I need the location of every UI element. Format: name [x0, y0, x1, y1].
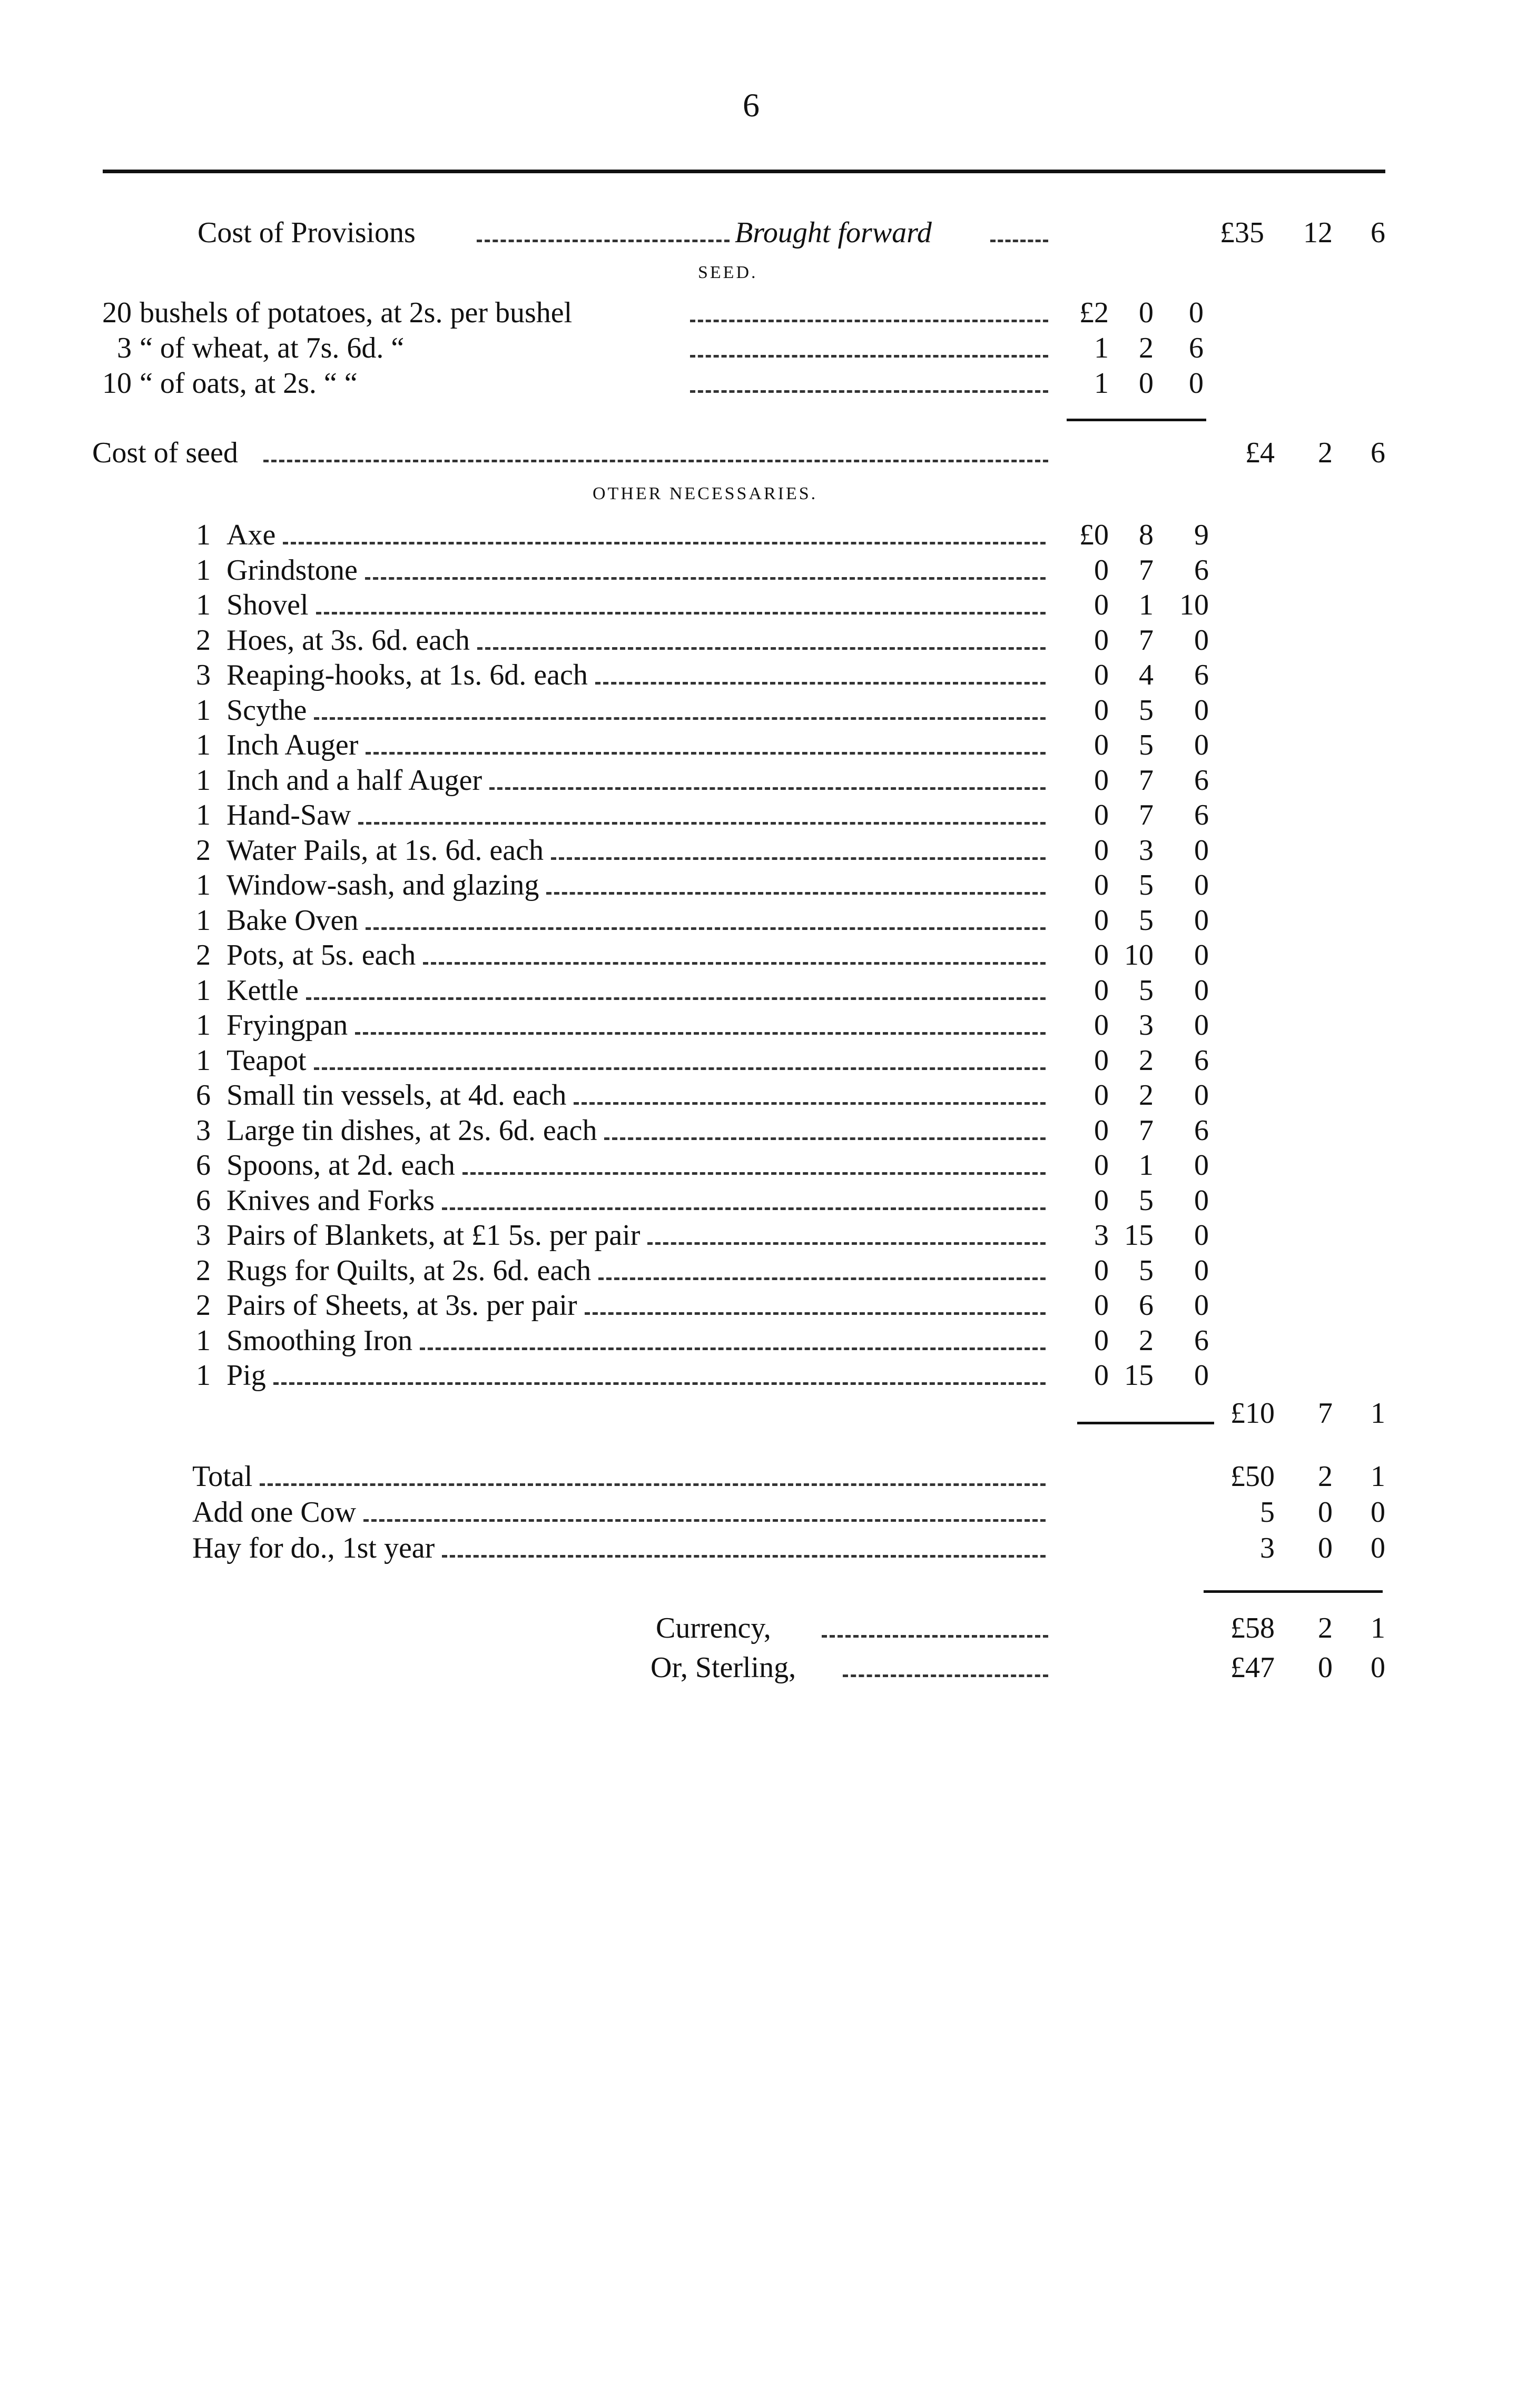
- necessary-pence: 0: [1194, 624, 1209, 657]
- currency-pence: 1: [1371, 1612, 1385, 1644]
- header-rule: [103, 170, 1385, 173]
- necessary-desc: Knives and Forks: [226, 1184, 435, 1217]
- seed-desc: “ of wheat, at 7s. 6d. “: [140, 332, 405, 364]
- summary-pence: 0: [1371, 1496, 1385, 1529]
- necessary-desc: Small tin vessels, at 4d. each: [226, 1079, 567, 1112]
- sterling-pounds: £47: [1230, 1651, 1275, 1684]
- necessary-shillings: 15: [1124, 1359, 1154, 1392]
- necessary-pence: 6: [1194, 659, 1209, 691]
- summary-shillings: 2: [1318, 1460, 1333, 1493]
- necessary-desc: Pig: [226, 1359, 266, 1392]
- necessary-pence: 6: [1194, 764, 1209, 797]
- necessary-qty: 1: [196, 519, 211, 551]
- necessary-shillings: 5: [1139, 1184, 1154, 1217]
- necessary-pounds: 0: [1094, 834, 1109, 867]
- necessary-pounds: 0: [1094, 799, 1109, 831]
- seed-heading: SEED.: [698, 263, 758, 282]
- necessary-desc: Pairs of Sheets, at 3s. per pair: [226, 1289, 577, 1322]
- necessary-pence: 0: [1194, 1009, 1209, 1042]
- leader-dots: [314, 1067, 1046, 1070]
- necessary-qty: 2: [196, 939, 211, 972]
- necessary-shillings: 7: [1139, 624, 1154, 657]
- seed-qty: 20: [102, 296, 132, 329]
- leader-dots: [442, 1207, 1046, 1210]
- leader-dots: [366, 927, 1046, 930]
- leader-dots: [260, 1483, 1046, 1486]
- necessary-shillings: 5: [1139, 974, 1154, 1007]
- leader-dots: [477, 647, 1046, 650]
- necessary-pence: 0: [1194, 1184, 1209, 1217]
- necessary-desc: Pairs of Blankets, at £1 5s. per pair: [226, 1219, 641, 1252]
- summary-pence: 1: [1371, 1460, 1385, 1493]
- necessary-qty: 6: [196, 1149, 211, 1182]
- necessary-pence: 0: [1194, 694, 1209, 727]
- summary-shillings: 0: [1318, 1532, 1333, 1564]
- currency-pounds: £58: [1230, 1612, 1275, 1644]
- necessary-desc: Rugs for Quilts, at 2s. 6d. each: [226, 1254, 592, 1287]
- necessary-qty: 3: [196, 1114, 211, 1147]
- currency-shillings: 2: [1318, 1612, 1333, 1644]
- seed-pounds: £2: [1079, 296, 1109, 329]
- necessary-pounds: 0: [1094, 1289, 1109, 1322]
- leader-dots: [366, 752, 1046, 755]
- necessary-pounds: 0: [1094, 694, 1109, 727]
- necessary-qty: 2: [196, 624, 211, 657]
- leader-dots: [595, 682, 1046, 685]
- necessary-desc: Grindstone: [226, 554, 358, 587]
- page-number: 6: [743, 86, 760, 124]
- necessary-desc: Spoons, at 2d. each: [226, 1149, 455, 1182]
- necessary-qty: 1: [196, 1359, 211, 1392]
- necessary-shillings: 1: [1139, 589, 1154, 621]
- leader-dots: [423, 962, 1046, 965]
- necessary-qty: 3: [196, 659, 211, 691]
- seed-cost-shillings: 2: [1318, 437, 1333, 469]
- necessary-qty: 1: [196, 1324, 211, 1357]
- leader-dots: [585, 1312, 1046, 1315]
- necessary-shillings: 6: [1139, 1289, 1154, 1322]
- necessary-qty: 3: [196, 1219, 211, 1252]
- necessaries-heading: OTHER NECESSARIES.: [593, 484, 818, 503]
- leader-dots: [546, 892, 1046, 895]
- necessary-pounds: 0: [1094, 1009, 1109, 1042]
- necessary-qty: 1: [196, 764, 211, 797]
- summary-pounds: 5: [1260, 1496, 1275, 1529]
- leader-dots: [263, 460, 1048, 462]
- brought-forward-label: Brought forward: [735, 216, 932, 249]
- necessary-pounds: 0: [1094, 974, 1109, 1007]
- necessaries-subtotal-pounds: £10: [1230, 1397, 1275, 1430]
- necessary-shillings: 2: [1139, 1324, 1154, 1357]
- summary-pounds: 3: [1260, 1532, 1275, 1564]
- necessary-qty: 6: [196, 1184, 211, 1217]
- necessary-pence: 0: [1194, 904, 1209, 937]
- necessary-desc: Hoes, at 3s. 6d. each: [226, 624, 470, 657]
- necessary-qty: 2: [196, 1254, 211, 1287]
- provisions-pounds: £35: [1220, 216, 1264, 249]
- necessary-shillings: 3: [1139, 1009, 1154, 1042]
- summary-label: Add one Cow: [192, 1496, 357, 1529]
- necessary-qty: 1: [196, 1044, 211, 1077]
- leader-dots: [489, 787, 1046, 790]
- necessary-pounds: 0: [1094, 1254, 1109, 1287]
- leader-dots: [843, 1674, 1048, 1677]
- sterling-shillings: 0: [1318, 1651, 1333, 1684]
- leader-dots: [363, 1519, 1046, 1522]
- seed-cost-pence: 6: [1371, 437, 1385, 469]
- leader-dots: [314, 717, 1046, 720]
- necessary-pence: 0: [1194, 869, 1209, 901]
- necessary-shillings: 2: [1139, 1044, 1154, 1077]
- seed-qty: 3: [117, 332, 132, 364]
- necessary-shillings: 8: [1139, 519, 1154, 551]
- necessary-shillings: 2: [1139, 1079, 1154, 1112]
- provisions-label: Cost of Provisions: [198, 216, 416, 249]
- necessary-desc: Scythe: [226, 694, 307, 727]
- necessary-shillings: 3: [1139, 834, 1154, 867]
- necessary-qty: 1: [196, 729, 211, 761]
- seed-cost-pounds: £4: [1245, 437, 1275, 469]
- necessary-qty: 6: [196, 1079, 211, 1112]
- necessary-shillings: 5: [1139, 904, 1154, 937]
- necessaries-subtotal-shillings: 7: [1318, 1397, 1333, 1430]
- necessary-pence: 10: [1179, 589, 1209, 621]
- necessary-pence: 0: [1194, 1359, 1209, 1392]
- necessary-desc: Inch Auger: [226, 729, 359, 761]
- necessary-qty: 1: [196, 694, 211, 727]
- currency-label: Currency,: [656, 1612, 771, 1644]
- leader-dots: [822, 1635, 1048, 1638]
- necessary-pence: 6: [1194, 1044, 1209, 1077]
- sterling-pence: 0: [1371, 1651, 1385, 1684]
- leader-dots: [647, 1242, 1046, 1245]
- necessary-qty: 1: [196, 1009, 211, 1042]
- leader-dots: [690, 355, 1048, 358]
- leader-dots: [598, 1277, 1046, 1280]
- necessary-pence: 0: [1194, 939, 1209, 972]
- necessary-shillings: 7: [1139, 554, 1154, 587]
- necessary-pounds: 0: [1094, 1044, 1109, 1077]
- necessary-pounds: £0: [1079, 519, 1109, 551]
- seed-pence: 6: [1189, 332, 1204, 364]
- necessary-shillings: 5: [1139, 1254, 1154, 1287]
- leader-dots: [574, 1102, 1046, 1105]
- necessary-pence: 6: [1194, 1324, 1209, 1357]
- necessary-qty: 2: [196, 834, 211, 867]
- necessary-desc: Large tin dishes, at 2s. 6d. each: [226, 1114, 597, 1147]
- necessary-pounds: 0: [1094, 624, 1109, 657]
- leader-dots: [358, 822, 1046, 825]
- necessary-shillings: 4: [1139, 659, 1154, 691]
- necessary-desc: Inch and a half Auger: [226, 764, 482, 797]
- necessary-desc: Hand-Saw: [226, 799, 351, 831]
- necessary-pounds: 0: [1094, 729, 1109, 761]
- necessary-desc: Shovel: [226, 589, 309, 621]
- provisions-pence: 6: [1371, 216, 1385, 249]
- cost-of-seed-label: Cost of seed: [92, 437, 238, 469]
- leader-dots: [316, 612, 1046, 615]
- necessary-qty: 2: [196, 1289, 211, 1322]
- necessary-desc: Teapot: [226, 1044, 307, 1077]
- seed-shillings: 0: [1139, 367, 1154, 400]
- seed-desc: “ of oats, at 2s. “ “: [140, 367, 358, 400]
- seed-pence: 0: [1189, 296, 1204, 329]
- necessary-qty: 1: [196, 904, 211, 937]
- necessary-pence: 6: [1194, 1114, 1209, 1147]
- necessary-pence: 0: [1194, 1079, 1209, 1112]
- necessaries-subtotal-pence: 1: [1371, 1397, 1385, 1430]
- provisions-shillings: 12: [1303, 216, 1333, 249]
- leader-dots: [442, 1555, 1046, 1558]
- seed-pounds: 1: [1094, 332, 1109, 364]
- necessary-desc: Bake Oven: [226, 904, 359, 937]
- necessary-shillings: 7: [1139, 799, 1154, 831]
- leader-dots: [462, 1172, 1046, 1175]
- leader-dots: [690, 390, 1048, 393]
- necessary-desc: Water Pails, at 1s. 6d. each: [226, 834, 544, 867]
- necessary-shillings: 5: [1139, 729, 1154, 761]
- necessary-shillings: 15: [1124, 1219, 1154, 1252]
- necessary-pence: 6: [1194, 799, 1209, 831]
- necessary-pounds: 0: [1094, 589, 1109, 621]
- necessary-qty: 1: [196, 554, 211, 587]
- necessary-pounds: 0: [1094, 659, 1109, 691]
- leader-dots: [420, 1347, 1046, 1350]
- necessary-qty: 1: [196, 589, 211, 621]
- necessary-pence: 9: [1194, 519, 1209, 551]
- necessary-qty: 1: [196, 869, 211, 901]
- necessary-pence: 0: [1194, 1289, 1209, 1322]
- leader-dots: [690, 320, 1048, 322]
- necessary-pence: 0: [1194, 834, 1209, 867]
- necessary-pounds: 0: [1094, 869, 1109, 901]
- sterling-label: Or, Sterling,: [651, 1651, 796, 1684]
- necessary-pence: 6: [1194, 554, 1209, 587]
- summary-pence: 0: [1371, 1532, 1385, 1564]
- necessary-pounds: 0: [1094, 764, 1109, 797]
- seed-qty: 10: [102, 367, 132, 400]
- leader-dots: [306, 997, 1046, 1000]
- necessary-desc: Reaping-hooks, at 1s. 6d. each: [226, 659, 588, 691]
- leader-dots: [990, 240, 1048, 242]
- seed-pence: 0: [1189, 367, 1204, 400]
- necessary-desc: Fryingpan: [226, 1009, 348, 1042]
- necessary-pence: 0: [1194, 729, 1209, 761]
- leader-dots: [273, 1382, 1046, 1385]
- necessary-pounds: 0: [1094, 1359, 1109, 1392]
- necessary-pence: 0: [1194, 974, 1209, 1007]
- leader-dots: [355, 1032, 1046, 1035]
- necessary-qty: 1: [196, 799, 211, 831]
- leader-dots: [551, 857, 1046, 860]
- seed-desc: bushels of potatoes, at 2s. per bushel: [140, 296, 573, 329]
- necessary-shillings: 5: [1139, 694, 1154, 727]
- necessary-desc: Smoothing Iron: [226, 1324, 413, 1357]
- necessary-shillings: 7: [1139, 764, 1154, 797]
- necessary-pounds: 0: [1094, 904, 1109, 937]
- necessary-shillings: 7: [1139, 1114, 1154, 1147]
- necessary-pounds: 0: [1094, 1079, 1109, 1112]
- seed-sum-rule: [1067, 419, 1206, 421]
- summary-label: Total: [192, 1460, 253, 1493]
- necessary-desc: Window-sash, and glazing: [226, 869, 539, 901]
- necessary-shillings: 1: [1139, 1149, 1154, 1182]
- necessary-pounds: 0: [1094, 1149, 1109, 1182]
- necessary-pounds: 0: [1094, 1184, 1109, 1217]
- summary-sum-rule: [1204, 1590, 1383, 1593]
- summary-shillings: 0: [1318, 1496, 1333, 1529]
- necessary-pounds: 0: [1094, 939, 1109, 972]
- necessary-shillings: 10: [1124, 939, 1154, 972]
- necessary-pounds: 0: [1094, 1114, 1109, 1147]
- necessary-desc: Axe: [226, 519, 276, 551]
- necessary-pence: 0: [1194, 1219, 1209, 1252]
- leader-dots: [477, 240, 730, 242]
- summary-label: Hay for do., 1st year: [192, 1532, 435, 1564]
- necessary-qty: 1: [196, 974, 211, 1007]
- necessary-pence: 0: [1194, 1254, 1209, 1287]
- leader-dots: [604, 1137, 1046, 1140]
- seed-pounds: 1: [1094, 367, 1109, 400]
- necessary-desc: Kettle: [226, 974, 299, 1007]
- necessary-pence: 0: [1194, 1149, 1209, 1182]
- necessary-desc: Pots, at 5s. each: [226, 939, 416, 972]
- necessary-pounds: 0: [1094, 1324, 1109, 1357]
- summary-pounds: £50: [1230, 1460, 1275, 1493]
- seed-shillings: 0: [1139, 296, 1154, 329]
- necessary-pounds: 0: [1094, 554, 1109, 587]
- seed-shillings: 2: [1139, 332, 1154, 364]
- leader-dots: [365, 577, 1046, 580]
- leader-dots: [283, 542, 1046, 544]
- necessary-shillings: 5: [1139, 869, 1154, 901]
- necessary-pounds: 3: [1094, 1219, 1109, 1252]
